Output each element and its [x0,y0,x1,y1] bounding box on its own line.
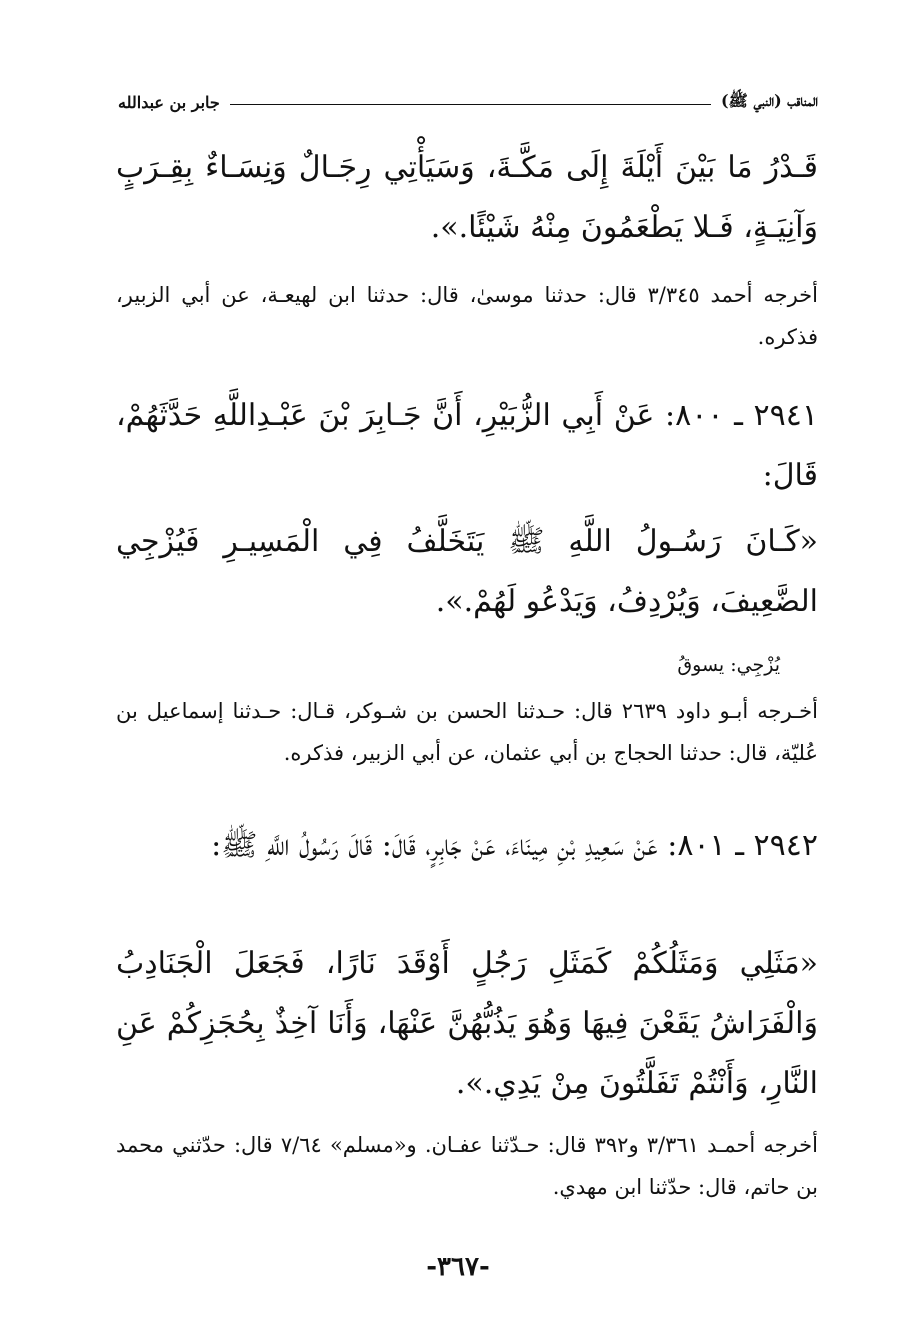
page-number: -٣٦٧- [426,1252,490,1282]
header-subject: جابر بن عبدالله [118,92,220,112]
hadith-2942-isnad: ٢٩٤٢ ـ ٨٠١: عَنْ سَعِيدِ بْنِ مِينَاءَ، عَنْ جَابِرٍ، قَالَ: قَالَ رَسُولُ اللَّهِ ﷺ: [211,828,818,863]
hadith-2941-text: «كَـانَ رَسُـولُ اللَّهِ ﷺ يَتَخَلَّفُ فِي الْمَسِيـرِ فَيُزْجِي الضَّعِيفَ، وَيُرْدِفُ، وَيَدْعُو لَهُمْ.». [116,524,818,619]
takhrij-note: أخـرجه أبـو داود ٢٦٣٩ قال: حـدثنا الحسن بن شـوكر، قـال: حـدثنا إسماعيل بن عُليّة، قال: حدثنا الحجاج بن أبي عثمان، عن أبي الزبير، فذكره. [116,699,818,765]
hadith-2942-text: «مَثَلِي وَمَثَلُكُمْ كَمَثَلِ رَجُلٍ أَوْقَدَ نَارًا، فَجَعَلَ الْجَنَادِبُ وَالْفَرَاشُ يَقَعْنَ فِيهَا وَهُوَ يَذُبُّهُنَّ عَنْهَا، وَأَنَا آخِذٌ بِحُجَزِكُمْ عَنِ النَّارِ، وَأَنْتُمْ تَفَلَّتُونَ مِنْ يَدِي.». [116,946,818,1101]
running-header [118,88,818,116]
hadith-text-continuation: قَـدْرُ مَا بَيْنَ أَيْلَةَ إِلَى مَكَّـةَ، وَسَيَأْتِي رِجَـالٌ وَنِسَـاءٌ بِقِـرَبٍ وَآنِيَـةٍ، فَـلا يَطْعَمُونَ مِنْهُ شَيْئًا.». [116,150,818,245]
takhrij-note: أخرجه أحمـد ٣/٣٦١ و٣٩٢ قال: حـدّثنا عفـان. و«مسلم» ٧/٦٤ قال: حدّثني محمد بن حاتم، قال: حدّثنا ابن مهدي. [116,1133,819,1199]
word-gloss: يُزْجِي: يسوقُ [677,654,780,676]
header-rule [230,104,711,105]
hadith-2941-isnad: ٢٩٤١ ـ ٨٠٠: عَنْ أَبِي الزُّبَيْرِ، أَنَّ جَـابِرَ بْنَ عَبْـدِاللَّهِ حَدَّثَهُمْ، قَالَ: [116,398,818,493]
takhrij-note: أخرجه أحمد ٣/٣٤٥ قال: حدثنا موسىٰ، قال: حدثنا ابن لهيعـة، عن أبي الزبير، فذكره. [116,283,818,349]
header-chapter: المناقب (النبي ﷺ) [720,90,818,110]
